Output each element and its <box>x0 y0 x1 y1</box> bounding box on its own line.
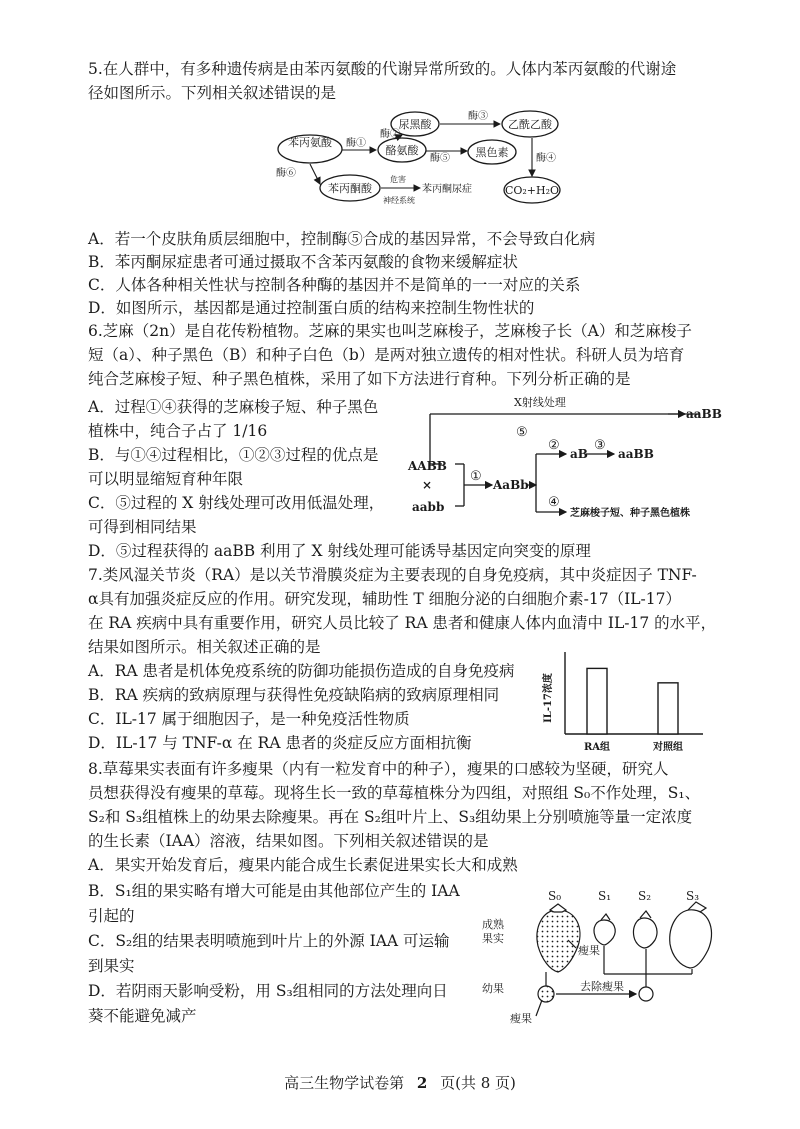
label-enzyme1: 酶① <box>346 138 366 149</box>
label-mature-line1: 成熟 <box>482 918 504 931</box>
pointer-achene-young <box>536 1000 542 1016</box>
label-process1: ① <box>470 469 482 484</box>
q7-stem-line4: 结果如图所示。相关叙述正确的是 <box>88 638 321 656</box>
footer-total: 页(共 8 页) <box>440 1074 516 1092</box>
q6-option-b-line2: 可以明显缩短育种年限 <box>88 470 244 488</box>
node-tyrosine-label: 酪氨酸 <box>385 144 419 157</box>
q7-option-a: A．RA 患者是机体免疫系统的防御功能损伤造成的自身免疫病 <box>88 662 515 680</box>
q7-option-c: C．IL-17 属于细胞因子，是一种免疫活性物质 <box>88 710 410 728</box>
breeding-process-diagram <box>400 392 722 528</box>
q8-option-b-line2: 引起的 <box>88 907 135 925</box>
genotype-aB: aB <box>570 447 588 461</box>
q5-option-c: C．人体各种相关性状与控制各种酶的基因并不是简单的一一对应的关系 <box>88 276 581 294</box>
q8-option-d-line1: D．若阴雨天影响受粉，用 S₃组相同的方法处理向日 <box>88 982 448 1000</box>
bar-ra-group <box>587 668 607 734</box>
label-remove-achenes: 去除瘦果 <box>580 980 624 993</box>
group-label-s0: S₀ <box>548 889 562 903</box>
strawberry-s1 <box>594 920 615 945</box>
q8-stem-line3: S₂和 S₃组植株上的幼果去除瘦果。再在 S₂组叶片上、S₃组幼果上分别喷施等量一定浓度 <box>88 808 693 826</box>
label-enzyme6: 酶⑥ <box>276 168 296 179</box>
genotype-aabb: aabb <box>412 500 445 514</box>
strawberry-s3 <box>670 910 712 968</box>
label-enzyme5: 酶⑤ <box>430 153 450 164</box>
strawberry-s1-calyx <box>601 914 610 920</box>
q8-option-c-line1: C．S₂组的结果表明喷施到叶片上的外源 IAA 可运输 <box>88 932 450 950</box>
label-enzyme2: 酶② <box>380 129 400 140</box>
q5-option-d: D．如图所示，基因都是通过控制蛋白质的结构来控制生物性状的 <box>88 299 535 317</box>
category-label-control: 对照组 <box>653 742 683 753</box>
label-result-plant: 芝麻梭子短、种子黑色植株 <box>570 508 690 519</box>
node-melanin-label: 黑色素 <box>475 146 509 159</box>
q7-stem-line1: 7.类风湿关节炎（RA）是以关节滑膜炎症为主要表现的自身免疫病，其中炎症因子 TNF- <box>88 566 697 584</box>
label-mature-line2: 果实 <box>482 932 504 945</box>
bar-control-group <box>658 683 678 734</box>
strawberry-s2 <box>633 918 656 948</box>
strawberry-s0-calyx <box>550 904 566 912</box>
label-achene-young: 瘦果 <box>510 1012 532 1025</box>
young-fruit-with-achenes <box>538 986 554 1002</box>
label-young-fruit: 幼果 <box>482 982 504 995</box>
label-process2: ② <box>548 438 560 453</box>
q6-option-b-line1: B．与①④过程相比，①②③过程的优点是 <box>88 446 379 464</box>
cross-symbol: × <box>422 478 433 492</box>
q6-option-a-line2: 植株中，纯合子占了 1/16 <box>88 422 268 440</box>
label-process4: ④ <box>548 495 560 510</box>
q7-option-d: D．IL-17 与 TNF-α 在 RA 患者的炎症反应方面相抗衡 <box>88 734 472 752</box>
q5-stem-line1: 5.在人群中，有多种遗传病是由苯丙氨酸的代谢异常所致的。人体内苯丙氨酸的代谢途 <box>88 60 677 78</box>
label-nervous-system: 神经系统 <box>383 196 415 205</box>
q8-stem-line2: 员想获得没有瘦果的草莓。现将生长一致的草莓植株分为四组，对照组 S₀不作处理，S₁、 <box>88 784 701 802</box>
group-label-s1: S₁ <box>598 889 612 903</box>
category-label-ra: RA组 <box>583 742 611 753</box>
arrow-enzyme6 <box>310 164 320 184</box>
strawberry-s2-calyx <box>640 911 651 918</box>
node-acetoacetic-acid-label: 乙酰乙酸 <box>508 118 552 131</box>
q6-option-a-line1: A．过程①④获得的芝麻梭子短、种子黑色 <box>88 398 379 416</box>
q8-option-a: A．果实开始发育后，瘦果内能合成生长素促进果实长大和成熟 <box>88 856 518 874</box>
young-fruit-without-achenes <box>639 987 653 1001</box>
q6-option-d: D．⑤过程获得的 aaBB 利用了 X 射线处理可能诱导基因定向突变的原理 <box>88 542 591 560</box>
node-pku-label: 苯丙酮尿症 <box>422 184 472 195</box>
strawberry-experiment-diagram <box>480 884 720 1026</box>
chart-y-axis-label: IL-17浓度 <box>543 673 554 723</box>
group-label-s2: S₂ <box>638 889 652 903</box>
q8-option-b-line1: B．S₁组的果实略有增大可能是由其他部位产生的 IAA <box>88 882 460 900</box>
strawberry-s0 <box>537 910 580 972</box>
label-harm: 危害 <box>390 175 406 184</box>
q6-stem-line1: 6.芝麻（2n）是自花传粉植物。芝麻的果实也叫芝麻梭子，芝麻梭子长（A）和芝麻梭子 <box>88 322 692 340</box>
label-achene-mature: 瘦果 <box>578 944 600 957</box>
il17-bar-chart <box>535 648 710 758</box>
group-label-s3: S₃ <box>686 889 700 903</box>
node-homogentisic-acid-label: 尿黑酸 <box>398 118 432 131</box>
node-phenylalanine-label: 苯丙氨酸 <box>288 136 332 149</box>
q6-stem-line2: 短（a）、种子黑色（B）和种子白色（b）是两对独立遗传的相对性状。科研人员为培育 <box>88 346 685 364</box>
q6-option-c-line2: 可得到相同结果 <box>88 518 197 536</box>
q8-option-c-line2: 到果实 <box>88 957 135 975</box>
genotype-aaBB-process3: aaBB <box>618 447 654 461</box>
genotype-aaBB-xray: aaBB <box>686 407 722 421</box>
label-enzyme3: 酶③ <box>468 111 488 122</box>
q5-stem-line2: 径如图所示。下列相关叙述错误的是 <box>88 84 337 102</box>
footer-title: 高三生物学试卷第 <box>284 1074 405 1092</box>
phenylalanine-pathway-diagram <box>270 104 570 210</box>
q6-stem-line3: 纯合芝麻梭子短、种子黑色植株，采用了如下方法进行育种。下列分析正确的是 <box>88 370 631 388</box>
node-co2-water-label: CO₂+H₂O <box>504 184 560 197</box>
label-xray-treatment: X射线处理 <box>514 396 566 409</box>
page-footer <box>0 1072 800 1093</box>
label-process3: ③ <box>594 438 606 453</box>
q7-stem-line2: α具有加强炎症反应的作用。研究发现，辅助性 T 细胞分泌的白细胞介素-17（IL-17） <box>88 590 681 608</box>
footer-page-number: 2 <box>416 1074 428 1092</box>
q8-option-d-line2: 葵不能避免减产 <box>88 1007 197 1025</box>
q8-stem-line4: 的生长素（IAA）溶液，结果如图。下列相关叙述错误的是 <box>88 832 489 850</box>
q7-option-b: B．RA 疾病的致病原理与获得性免疫缺陷病的致病原理相同 <box>88 686 500 704</box>
q5-option-a: A．若一个皮肤角质层细胞中，控制酶⑤合成的基因异常，不会导致白化病 <box>88 230 596 248</box>
node-phenylpyruvic-acid-label: 苯丙酮酸 <box>328 182 372 195</box>
q5-option-b: B．苯丙酮尿症患者可通过摄取不含苯丙氨酸的食物来缓解症状 <box>88 253 518 271</box>
label-process5: ⑤ <box>516 425 528 440</box>
genotype-AABB: AABB <box>408 459 447 473</box>
q6-option-c-line1: C．⑤过程的 X 射线处理可改用低温处理， <box>88 494 385 512</box>
q7-stem-line3: 在 RA 疾病中具有重要作用，研究人员比较了 RA 患者和健康人体内血清中 IL-17 的水平， <box>88 614 717 632</box>
q8-stem-line1: 8.草莓果实表面有许多瘦果（内有一粒发育中的种子），瘦果的口感较为坚硬，研究人 <box>88 760 669 778</box>
genotype-AaBb: AaBb <box>493 478 529 492</box>
label-enzyme4: 酶④ <box>536 153 556 164</box>
